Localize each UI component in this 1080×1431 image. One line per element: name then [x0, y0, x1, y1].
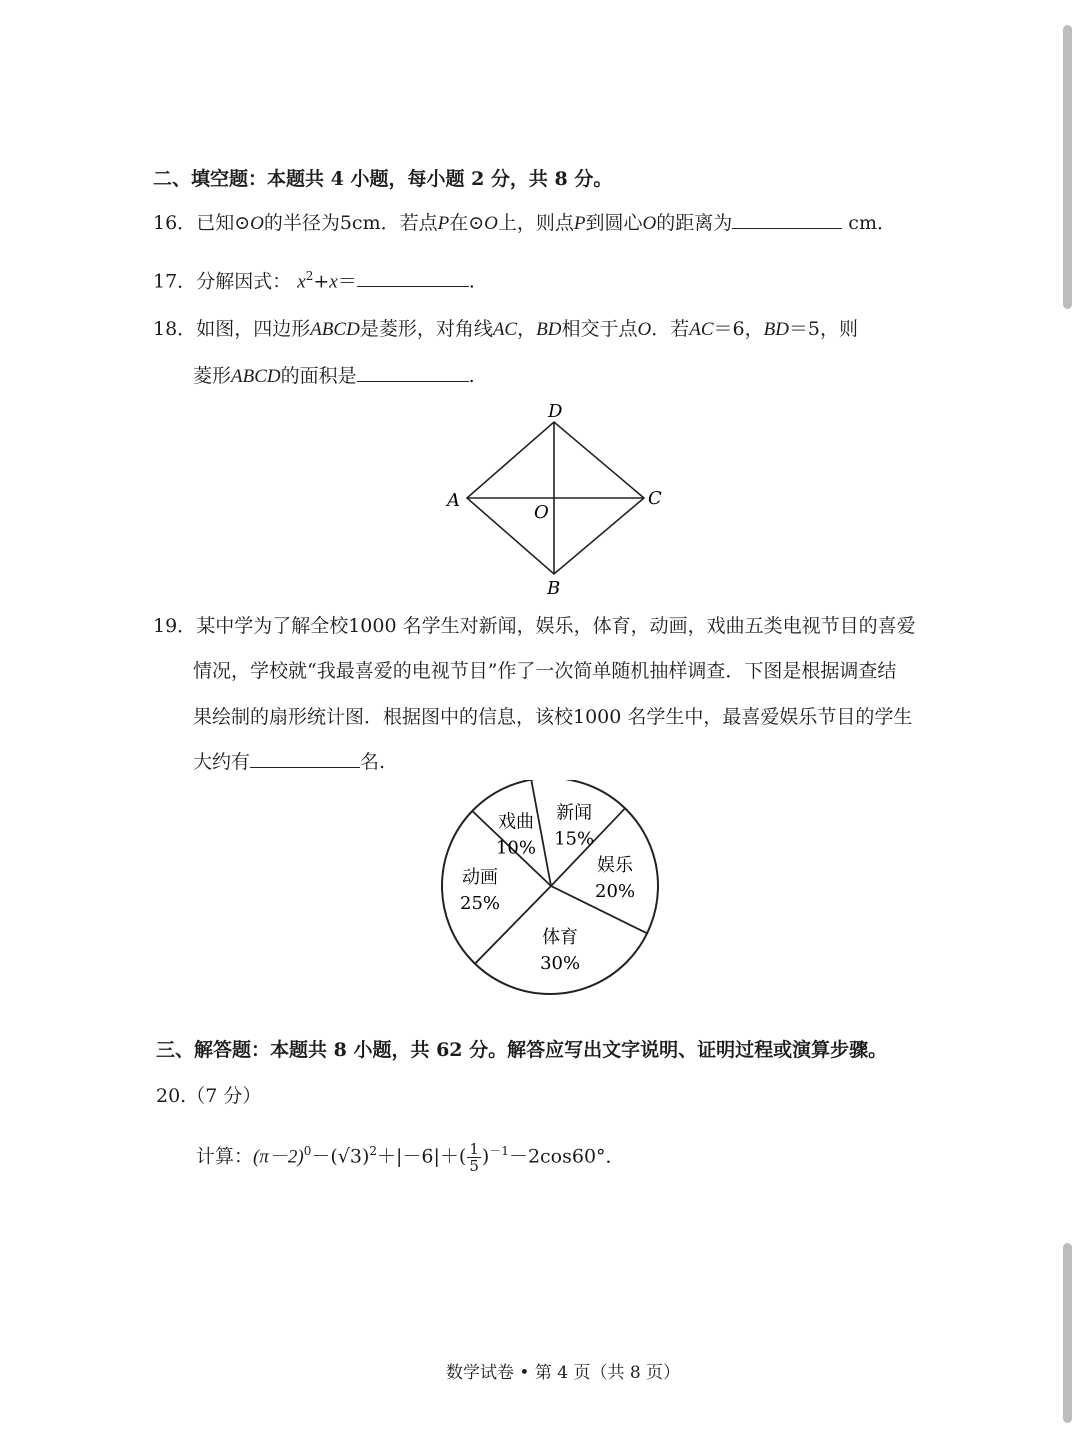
label-o: O: [534, 502, 549, 523]
q19-text: 大约有: [193, 751, 251, 773]
q18-text: 是菱形，对角线: [359, 318, 493, 340]
q17-label: 分解因式：: [196, 270, 292, 293]
q18-var: AC: [689, 319, 714, 340]
q18-text: 相交于点: [561, 318, 638, 340]
pie-category-label: 体育: [542, 927, 579, 949]
q17-answer-blank[interactable]: [357, 268, 469, 287]
q17-op: +: [313, 270, 330, 293]
question-19-line1: [153, 613, 916, 639]
pie-category-label: 新闻: [556, 802, 593, 824]
q18-text: 如图，四边形: [196, 318, 311, 340]
question-19-line4: [193, 749, 385, 775]
q16-var: P: [437, 213, 450, 234]
pie-percent-label: 20%: [595, 881, 636, 903]
q18-text: ，: [517, 318, 537, 340]
q16-text: 的半径为5cm．若点: [263, 212, 438, 234]
question-20-header: 20.（7 分）: [156, 1085, 262, 1107]
q20-frac-numerator: 1: [469, 1139, 479, 1158]
question-19-line2: 情况，学校就“我最喜爱的电视节目”作了一次简单随机抽样调查．下图是根据调查结: [193, 660, 897, 682]
q18-text: ＝5，则: [788, 318, 859, 340]
label-c: C: [648, 488, 662, 509]
q16-answer-blank[interactable]: [732, 210, 842, 229]
page-footer: 数学试卷 • 第 4 页（共 8 页）: [446, 1363, 681, 1383]
label-d: D: [548, 401, 563, 422]
q18-text: ＝6，: [713, 318, 764, 340]
section-2-title: 二、填空题：本题共 4 小题，每小题 2 分，共 8 分。: [153, 168, 613, 190]
pie-percent-label: 25%: [460, 893, 501, 915]
q20-label: 计算：: [196, 1145, 254, 1168]
q20-exponent: 0: [303, 1144, 312, 1158]
q19-number: 19．: [153, 615, 197, 637]
q16-var: P: [573, 213, 586, 234]
q17-var: x: [329, 271, 338, 293]
q18-var: O: [637, 319, 652, 340]
q20-term: －2cos60°．: [508, 1145, 625, 1168]
q19-answer-blank[interactable]: [250, 749, 360, 768]
q16-number: 16．: [153, 212, 197, 234]
pie-category-label: 娱乐: [597, 855, 634, 877]
q20-frac-denominator: 5: [469, 1156, 479, 1175]
pie-category-label: 动画: [462, 867, 499, 889]
q20-exponent: －1: [489, 1144, 509, 1158]
q19-text: 名.: [360, 751, 386, 773]
scrollbar-thumb-top[interactable]: [1063, 25, 1072, 309]
q19-text: 某中学为了解全校1000 名学生对新闻，娱乐，体育，动画，戏曲五类电视节目的喜爱: [196, 615, 916, 637]
question-17: [153, 263, 475, 295]
pie-chart: [438, 780, 664, 1002]
q16-var: O: [250, 213, 264, 234]
q18-var: AC: [492, 319, 518, 340]
q18-var: BD: [536, 319, 562, 340]
q17-exponent: 2: [305, 269, 314, 283]
label-b: B: [547, 578, 561, 598]
q16-text: 的距离为: [656, 212, 733, 234]
q20-fraction: [467, 1141, 481, 1174]
q17-var: x: [297, 271, 306, 293]
q18-answer-blank[interactable]: [357, 363, 469, 382]
section-3-title: 三、解答题：本题共 8 小题，共 62 分。解答应写出文字说明、证明过程或演算步骤。: [156, 1039, 888, 1061]
q16-text: 已知⊙: [196, 212, 251, 234]
q18-text: ．若: [651, 318, 690, 340]
pie-percent-label: 30%: [540, 953, 581, 975]
q20-term: ): [481, 1145, 490, 1168]
question-20-expression: [196, 1133, 625, 1175]
q18-number: 18．: [153, 318, 197, 340]
q17-op: ＝: [337, 270, 357, 293]
rhombus-diagram: [440, 398, 670, 598]
q17-number: 17．: [153, 270, 197, 293]
label-a: A: [447, 490, 460, 511]
question-16: [153, 210, 896, 237]
q20-term: －(√3): [311, 1145, 370, 1168]
q16-text: 在⊙: [449, 212, 485, 234]
q18-var: ABCD: [310, 319, 360, 340]
q18-var: BD: [763, 319, 789, 340]
pie-category-label: 戏曲: [497, 811, 534, 833]
q16-text: 到圆心: [585, 212, 643, 234]
q16-var: O: [484, 213, 498, 234]
q18-text: 的面积是: [280, 365, 357, 387]
scrollbar-thumb-bottom[interactable]: [1063, 1243, 1072, 1423]
q17-end: .: [468, 270, 475, 293]
q16-unit: cm．: [848, 212, 896, 234]
q20-term: ＋|－6|＋(: [377, 1145, 467, 1168]
q18-var: ABCD: [231, 366, 281, 387]
q18-end: .: [468, 365, 475, 387]
q18-text: 菱形: [193, 365, 232, 387]
pie-percent-label: 15%: [554, 828, 595, 850]
pie-percent-label: 10%: [495, 837, 536, 859]
q16-text: 上，则点: [497, 212, 574, 234]
q20-term: (π－2): [253, 1146, 304, 1168]
question-18-line1: [153, 316, 858, 343]
q20-exponent: 2: [369, 1144, 378, 1158]
question-19-line3: 果绘制的扇形统计图．根据图中的信息，该校1000 名学生中，最喜爱娱乐节目的学生: [193, 706, 913, 728]
q16-var: O: [642, 213, 657, 234]
question-18-line2: [193, 363, 475, 390]
